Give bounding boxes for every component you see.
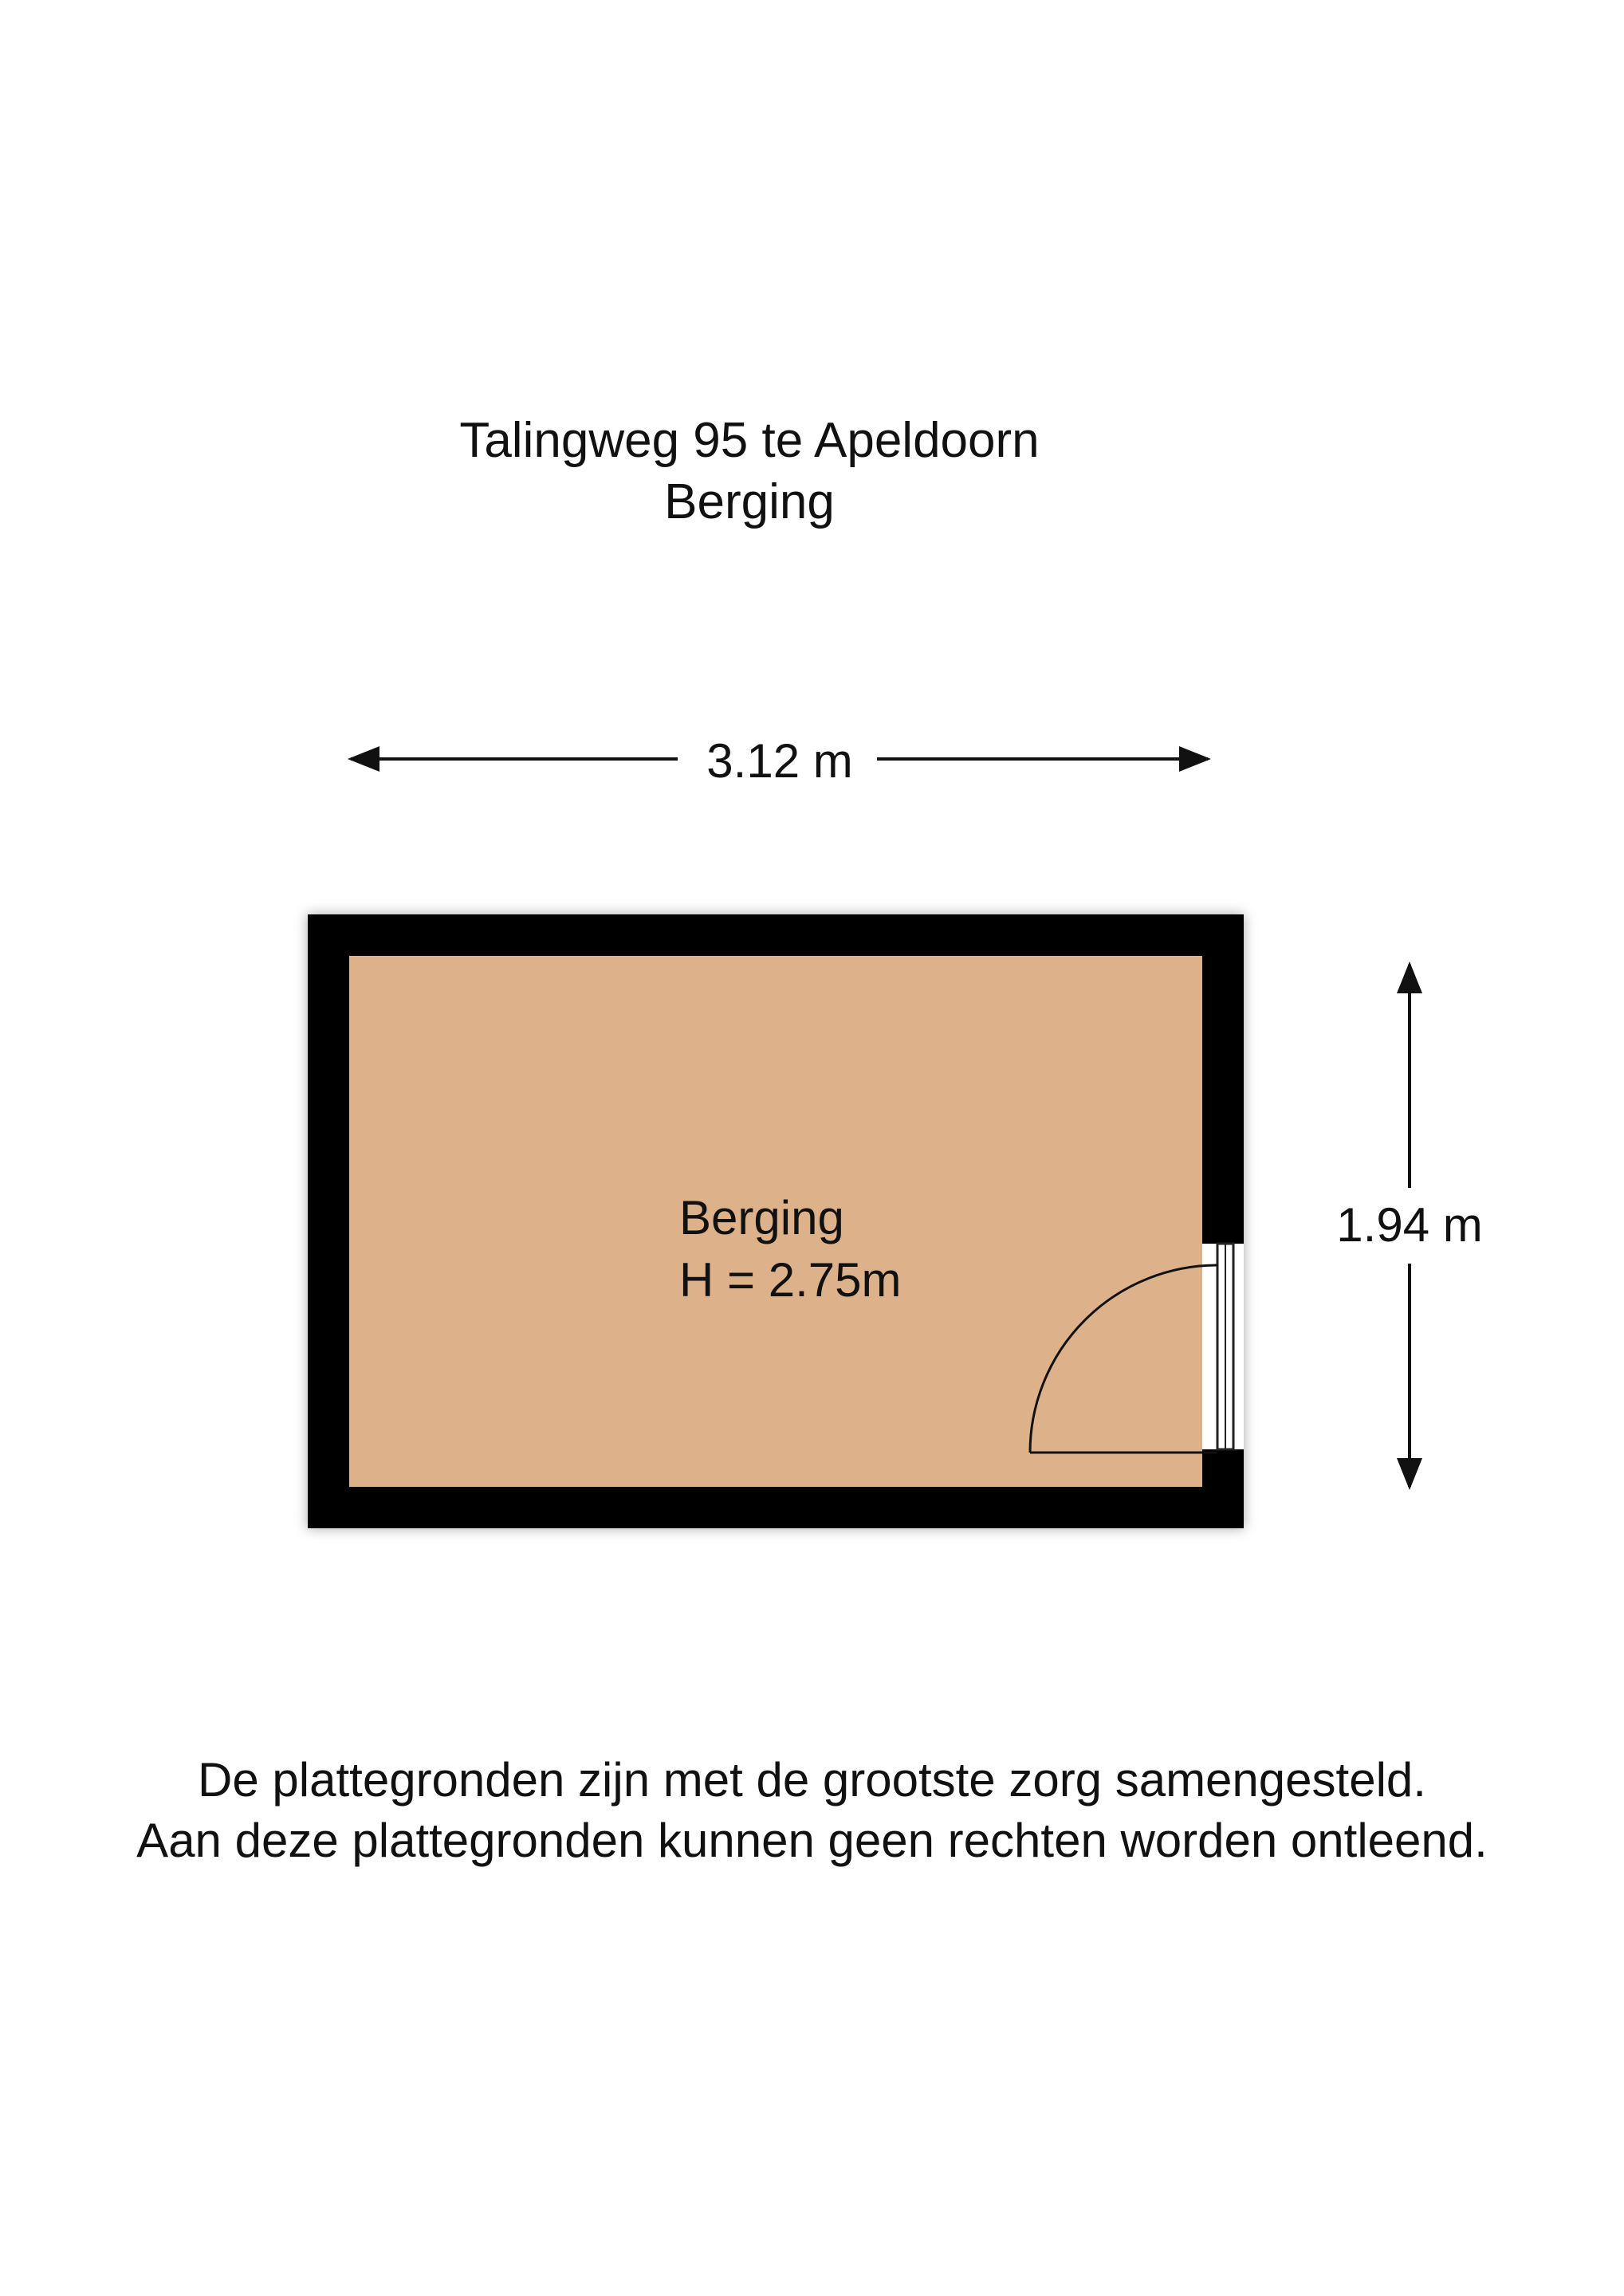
plan-subtitle: Berging: [664, 474, 835, 529]
room-height: H = 2.75m: [679, 1253, 902, 1307]
disclaimer-line-1: De plattegronden zijn met de grootste zorg samengesteld.: [198, 1753, 1426, 1807]
room-berging: [308, 914, 1244, 1528]
height-dimension: [1336, 965, 1482, 1487]
room-name: Berging: [679, 1191, 844, 1244]
disclaimer-line-2: Aan deze plattegronden kunnen geen rechten worden ontleend.: [136, 1814, 1488, 1867]
height-label: 1.94 m: [1336, 1198, 1483, 1252]
plan-title: Talingweg 95 te Apeldoorn: [459, 413, 1040, 468]
width-dimension: [351, 734, 1208, 788]
width-label: 3.12 m: [706, 734, 853, 788]
